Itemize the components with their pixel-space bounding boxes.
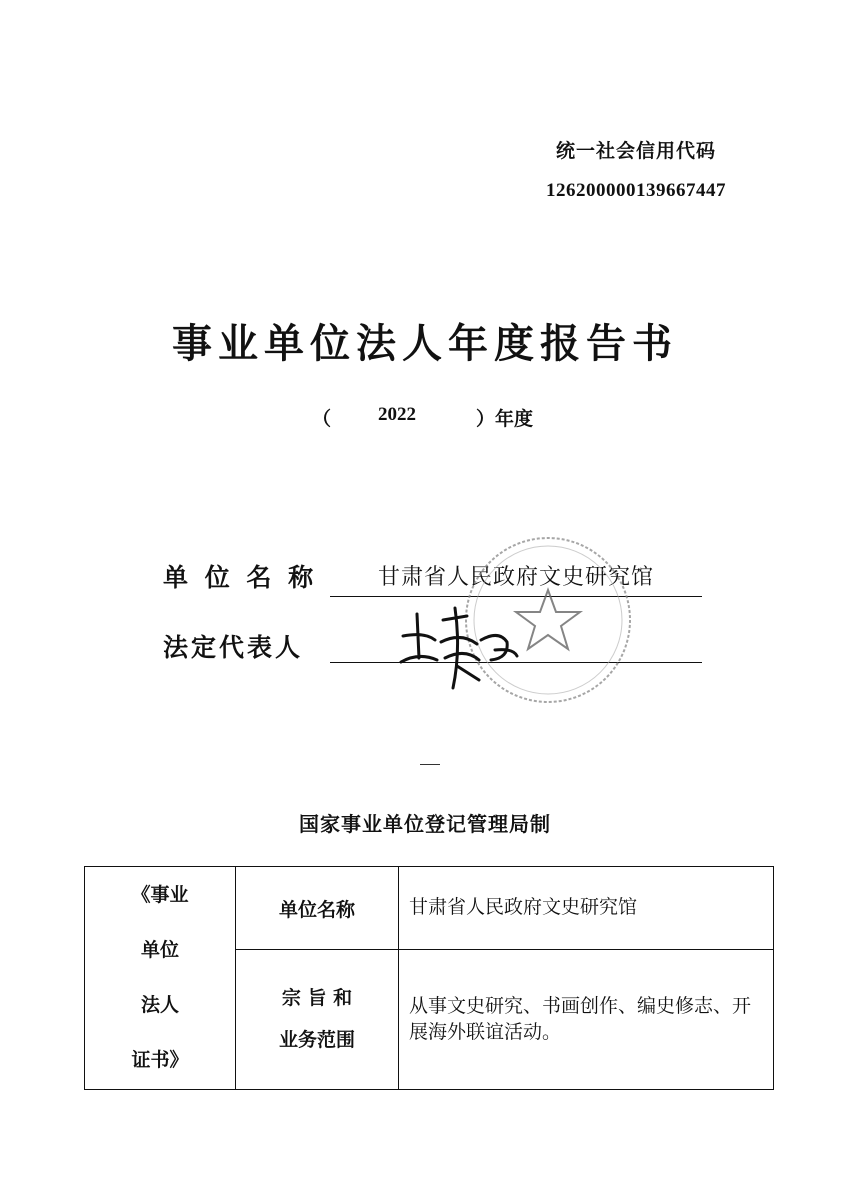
certificate-header-line: 法人 bbox=[140, 994, 179, 1017]
credit-code-label: 统一社会信用代码 bbox=[556, 140, 717, 162]
cert-scope-label bbox=[236, 950, 399, 1090]
page-title: 事业单位法人年度报告书 bbox=[172, 321, 678, 367]
year-open-paren: （ bbox=[312, 408, 332, 430]
cert-scope-label-line: 业务范围 bbox=[278, 1028, 355, 1051]
unit-name-value: 甘肃省人民政府文史研究馆 bbox=[378, 565, 655, 590]
divider-dash bbox=[420, 764, 440, 765]
certificate-header-line: 证书》 bbox=[131, 1049, 189, 1072]
year-value: 2022 bbox=[378, 404, 416, 425]
certificate-table bbox=[84, 866, 774, 1090]
certificate-header-line: 单位 bbox=[140, 939, 179, 962]
cert-scope-label-line: 宗 旨 和 bbox=[281, 987, 353, 1010]
year-suffix: ）年度 bbox=[476, 408, 534, 430]
certificate-header-line: 《事业 bbox=[131, 884, 189, 906]
unit-name-label: 单 位 名 称 bbox=[163, 563, 318, 592]
cert-scope-value: 从事文史研究、书画创作、编史修志、开展海外联谊活动。 bbox=[399, 950, 774, 1090]
legal-rep-label: 法定代表人 bbox=[163, 633, 304, 662]
cert-unit-name-label: 单位名称 bbox=[236, 867, 399, 950]
signature-icon bbox=[395, 600, 525, 695]
credit-code: 126200000139667447 bbox=[546, 180, 726, 201]
certificate-header bbox=[85, 867, 236, 1090]
issuer: 国家事业单位登记管理局制 bbox=[299, 812, 551, 836]
cert-unit-name-value: 甘肃省人民政府文史研究馆 bbox=[399, 867, 774, 950]
